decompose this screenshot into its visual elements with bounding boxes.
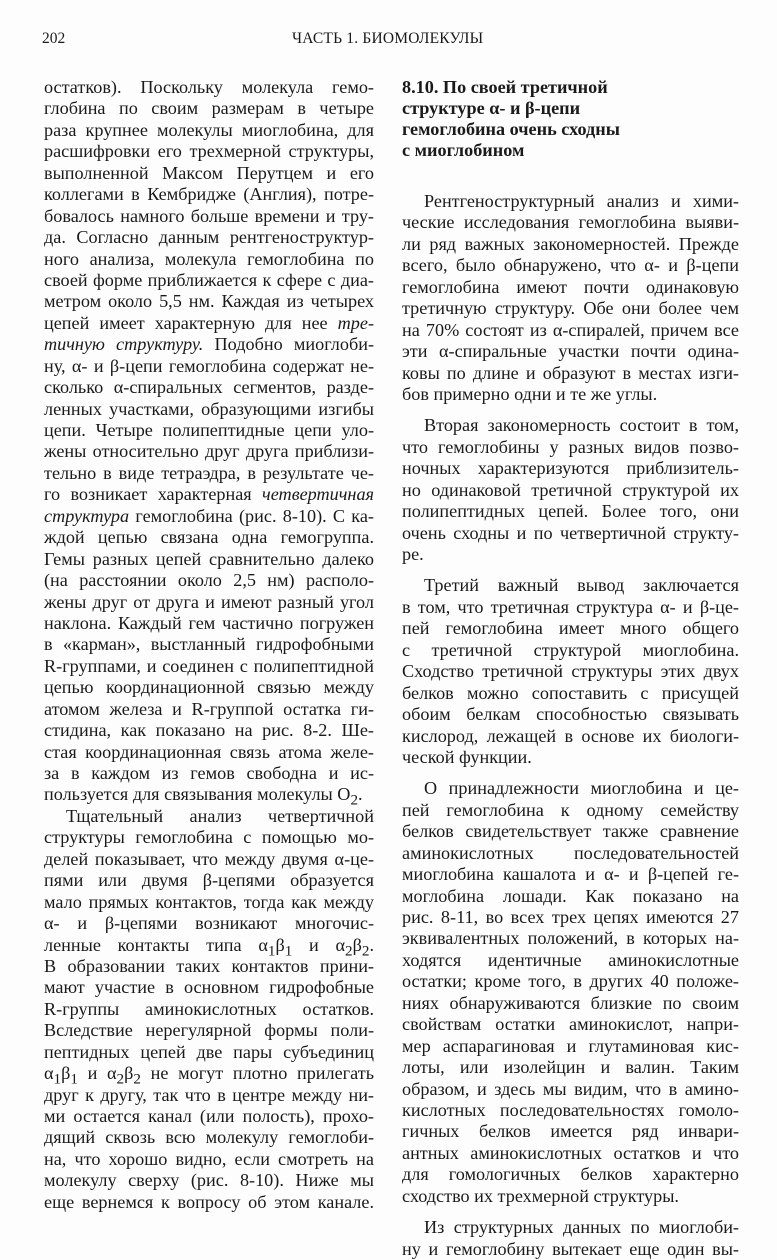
text-line: эти α-спиральные участки почти одина- [402, 341, 739, 362]
paragraph-gap [402, 405, 739, 415]
text-line: ходятся идентичные аминокислотные [402, 949, 739, 970]
heading-line: гемоглобина очень сходны [402, 119, 620, 139]
text-line: мают участие в основном гидрофобные [44, 977, 374, 998]
text-line: образом, и здесь мы видим, что в амино- [402, 1078, 739, 1099]
text-line: стидина, как показано на рис. 8-2. Ше- [44, 720, 374, 741]
left-column [44, 77, 374, 1213]
text-line: друг к другу, так что в центре между ни- [44, 1084, 374, 1105]
paragraph [402, 778, 739, 1207]
text-line: ну и гемоглобину вытекает еще один вы- [402, 1238, 739, 1259]
text-line: го возникает характерная четвертичная [44, 484, 374, 505]
text-line: Из структурных данных по миоглоби- [424, 1217, 739, 1238]
paragraph [402, 575, 739, 768]
text-line: структуры гемоглобина с помощью мо- [44, 827, 374, 848]
text-line: цепей имеет характерную для нее тре- [44, 312, 374, 333]
text-line: ленных участками, образующими изгибы [44, 398, 374, 419]
text-line: белков можно сопоставить с присущей [402, 682, 739, 703]
text-line: Сходство третичной структуры этих двух [402, 661, 739, 682]
text-line: делей показывает, что между двумя α-це- [44, 848, 374, 869]
text-line: стая координационная связь атома желе- [44, 741, 374, 762]
text-line: наклона. Каждый гем частично погружен [44, 612, 374, 633]
text-line: кислотных последовательностях гомоло- [402, 1099, 739, 1120]
text-line: ковы по длине и образуют в местах изги- [402, 362, 739, 383]
heading-line: 8.10. По своей третичной [402, 77, 608, 97]
text-line: ночных характеризуются приблизитель- [402, 458, 739, 479]
text-line: мало прямых контактов, тогда как между [44, 891, 374, 912]
text-line: в «карман», выстланный гидрофобными [44, 634, 374, 655]
text-line: лоты, или изолейцин и валин. Таким [402, 1057, 739, 1078]
text-line: Третий важный вывод заключается [424, 575, 739, 596]
text-line: Тщательный анализ четвертичной [66, 805, 374, 826]
text-line: моглобина лошади. Как показано на [402, 885, 739, 906]
text-line: остатки; кроме того, в других 40 положе- [402, 971, 739, 992]
text-line: всего, было обнаружено, что α- и β-цепи [402, 255, 739, 276]
text-line: ниях обнаруживаются близкие по своим [402, 992, 739, 1013]
text-line: кислород, лежащей в основе их биологи- [402, 725, 739, 746]
text-line: что гемоглобины у разных видов позво- [402, 436, 739, 457]
running-title: ЧАСТЬ 1. БИОМОЛЕКУЛЫ [292, 30, 484, 47]
right-column-body [402, 191, 739, 1260]
text-line: ми остается канал (или полость), прохо- [44, 1106, 374, 1126]
paragraph-gap [402, 768, 739, 778]
text-line: но одинаковой третичной структурой их [402, 479, 739, 500]
text-line: третичную структуру. Обе они более чем [402, 298, 739, 319]
text-line: ческие исследования гемоглобина выяви- [402, 212, 739, 233]
text-line: очень сходны и по четвертичной структу- [402, 522, 739, 543]
text-line: R-группы аминокислотных остатков. [44, 998, 374, 1019]
text-line: мер аспарагиновая и глутаминовая кис- [402, 1035, 739, 1056]
text-line: рис. 8-11, во всех трех цепях имеются 27 [402, 907, 739, 927]
text-line: бовалось намного больше времени и тру- [44, 205, 374, 226]
paragraph [402, 415, 739, 565]
text-line: еще вернемся к вопросу об этом канале. [44, 1191, 374, 1212]
text-line: для гомологичных белков характерно [402, 1164, 739, 1185]
paragraph [402, 1217, 739, 1260]
text-line: В образовании таких контактов прини- [44, 955, 374, 976]
text-line: тельно в виде тетраэдра, в результате че- [44, 462, 374, 483]
text-line: свойствам остатки аминокислот, напри- [402, 1014, 739, 1035]
paragraph-gap [402, 565, 739, 575]
paragraph-gap [402, 1207, 739, 1217]
text-line: цепью координационной связью между [44, 677, 374, 698]
text-line: да. Согласно данным рентгеноструктур- [44, 227, 374, 248]
text-line: глобина по своим размерам в четыре [44, 98, 374, 119]
heading-line: структуре α- и β-цепи [402, 98, 581, 118]
text-line: остатков). Поскольку молекула гемо- [44, 77, 374, 97]
text-line: на, что хорошо видно, если смотреть на [44, 1148, 374, 1169]
text-line: бов примерно одни и те же углы. [402, 383, 658, 404]
text-line: антных аминокислотных остатков и что [402, 1142, 739, 1163]
text-line: за в каждом из гемов свободна и ис- [44, 763, 374, 783]
right-column [402, 77, 739, 1260]
text-line: метром около 5,5 нм. Каждая из четырех [44, 291, 374, 312]
text-line: пользуется для связывания молекулы $O_2$. [44, 784, 363, 810]
text-line: гемоглобина имеют почти одинаковую [402, 276, 739, 297]
text-line: полипептидных цепей. Более того, они [402, 501, 739, 522]
text-line: структура гемоглобина (рис. 8-10). С ка- [44, 505, 374, 526]
text-line: белков свидетельствует также сравнение [402, 821, 739, 842]
text-line: Рентгеноструктурный анализ и хими- [424, 191, 739, 211]
text-line: выполненной Максом Перутцем и его [44, 162, 374, 183]
text-line: ного анализа, молекула гемоглобина по [44, 248, 374, 269]
text-line: аминокислотных последовательностей [402, 842, 739, 863]
text-line: миоглобина кашалота и α- и β-цепей ге- [402, 864, 739, 885]
text-line: цепи. Четыре полипептидные цепи уло- [44, 420, 374, 440]
text-line: Вследствие нерегулярной формы поли- [44, 1020, 374, 1041]
text-line: эквивалентных положений, в которых на- [402, 928, 739, 949]
text-line: Гемы разных цепей сравнительно далеко [44, 548, 374, 569]
section-heading [402, 77, 739, 161]
heading-line: с миоглобином [402, 140, 525, 160]
text-line: ческой функции. [402, 746, 532, 767]
text-line: $\alpha_1\beta_1$ и $\alpha_2\beta_2$ не могут плотно прилегать [44, 1063, 374, 1088]
text-line: ну, α- и β-цепи гемоглобина содержат не- [44, 355, 374, 376]
text-line: Вторая закономерность состоит в том, [424, 415, 739, 436]
text-line: расшифровки его трехмерной структуры, [44, 141, 374, 162]
text-line: с третичной структурой миоглобина. [402, 639, 739, 660]
text-line: жены друг от друга и имеют разный угол [44, 591, 374, 612]
page-number: 202 [42, 30, 66, 47]
running-header [0, 30, 777, 54]
paragraph [402, 191, 739, 405]
text-line: обоим белкам способностью связывать [402, 704, 739, 725]
text-line: пями или двумя β-цепями образуется [44, 870, 374, 891]
text-line: ре. [402, 544, 424, 564]
text-line: на 70% состоят из α-спиралей, причем все [402, 319, 739, 340]
text-line: ленные контакты типа $\alpha_1\beta_1$ и $\alpha_2\beta_2$. [44, 934, 374, 960]
text-line: ли ряд важных закономерностей. Прежде [402, 233, 739, 254]
text-line: сколько α-спиральных сегментов, разде- [44, 377, 374, 398]
text-line: гичных белков имеется ряд инвари- [402, 1121, 739, 1142]
text-line: пей гемоглобина к одному семейству [402, 799, 739, 820]
text-line: атомом железа и R-группой остатка ги- [44, 698, 374, 719]
text-line: тичную структуру. Подобно миоглоби- [44, 334, 374, 355]
text-line: (на расстоянии около 2,5 нм) располо- [44, 570, 374, 591]
text-line: раза крупнее молекулы миоглобина, для [44, 119, 374, 140]
text-line: О принадлежности миоглобина и це- [424, 778, 739, 799]
text-line: ждой цепью связана одна гемогруппа. [44, 527, 374, 548]
text-line: сходство их трехмерной структуры. [402, 1185, 679, 1206]
text-line: молекулу сверху (рис. 8-10). Ниже мы [44, 1170, 374, 1191]
text-line: в том, что третичная структура α- и β-це- [402, 596, 739, 617]
text-line: пей гемоглобина имеет много общего [402, 618, 739, 639]
text-line: жены относительно друг друга приблизи- [44, 441, 374, 462]
text-line: R-группами, и соединен с полипептидной [44, 655, 374, 676]
text-line: коллегами в Кембридже (Англия), потре- [44, 184, 374, 205]
text-line: дящий сквозь всю молекулу гемоглоби- [44, 1127, 374, 1148]
text-line: α- и β-цепями возникают многочис- [44, 913, 374, 934]
text-line: своей форме приближается к сфере с диа- [44, 269, 374, 290]
text-line: пептидных цепей две пары субъединиц [44, 1041, 374, 1062]
